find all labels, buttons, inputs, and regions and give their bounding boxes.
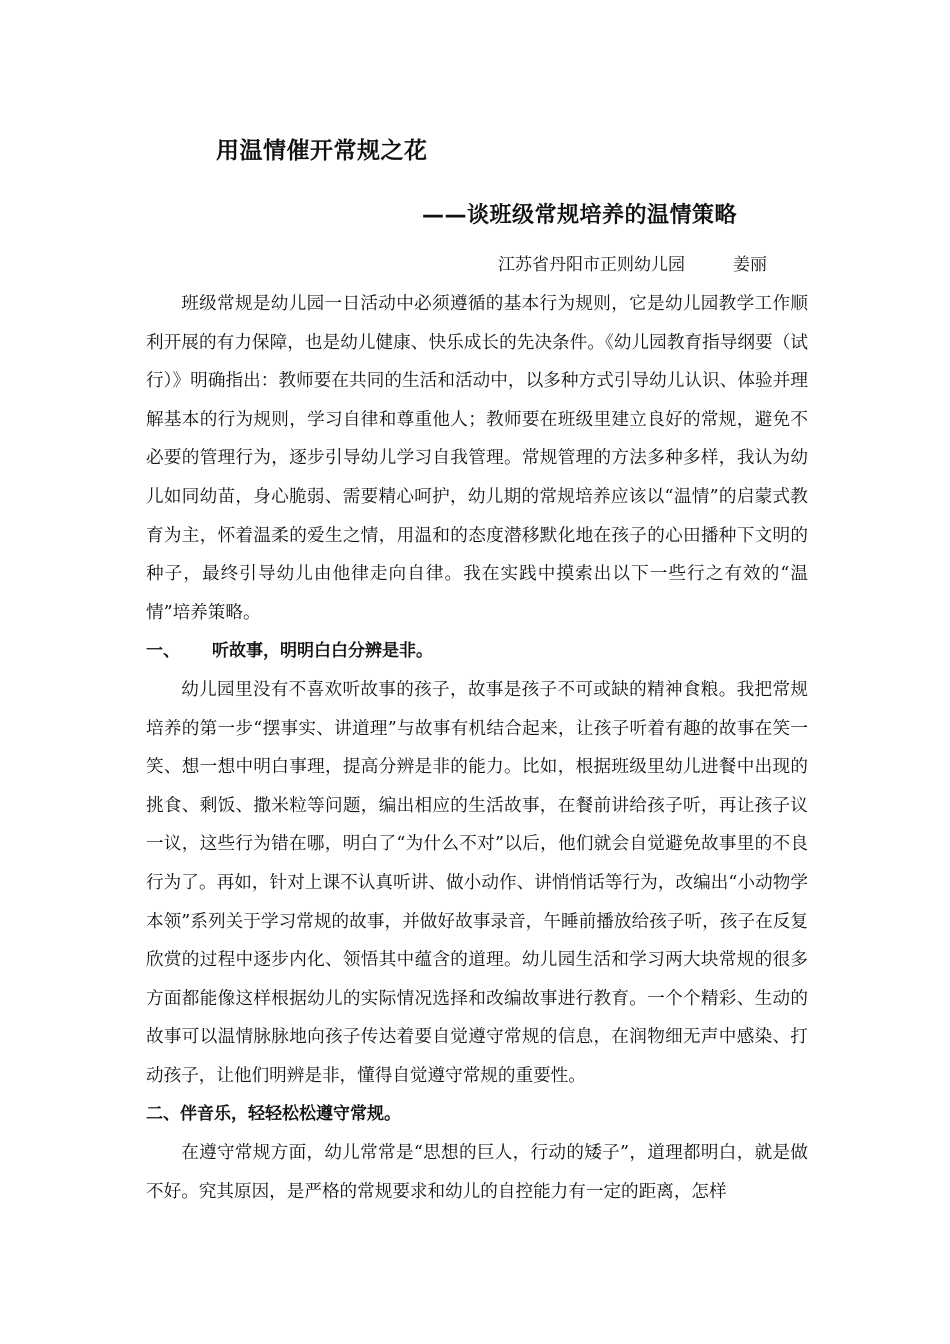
section-paragraph-2: 在遵守常规方面，幼儿常常是“思想的巨人，行动的矮子”，道理都明白，就是做不好。究其原因，是严格的常规要求和幼儿的自控能力有一定的距离，怎样	[146, 1143, 808, 1202]
section-paragraph-1: 幼儿园里没有不喜欢听故事的孩子，故事是孩子不可或缺的精神食粮。我把常规培养的第一步“摆事实、讲道理”与故事有机结合起来，让孩子听着有趣的故事在笑一笑、想一想中明白事理，提高分辨是非的能力。比如，根据班级里幼儿进餐中出现的挑食、剩饭、撒米粒等问题，编出相应的生活故事，在餐前讲给孩子听，再让孩子议一议，这些行为错在哪，明白了“为什么不对”以后，他们就会自觉避免故事里的不良行为了。再如，针对上课不认真听讲、做小动作、讲悄悄话等行为，改编出“小动物学本领”系列关于学习常规的故事，并做好故事录音，午睡前播放给孩子听，孩子在反复欣赏的过程中逐步内化、领悟其中蕴含的道理。幼儿园生活和学习两大块常规的很多方面都能像这样根据幼儿的实际情况选择和改编故事进行教育。一个个精彩、生动的故事可以温情脉脉地向孩子传达着要自觉遵守常规的信息，在润物细无声中感染、打动孩子，让他们明辨是非，懂得自觉遵守常规的重要性。	[146, 679, 808, 1086]
section-heading-2: 二、伴音乐，轻轻松松遵守常规。	[146, 1104, 401, 1125]
section-heading-1	[146, 632, 808, 671]
document-subtitle: ——谈班级常规培养的温情策略	[422, 203, 738, 228]
author-line	[498, 250, 767, 275]
section-title-1: 听故事，明明白白分辨是非。	[212, 641, 433, 662]
intro-paragraph: 班级常规是幼儿园一日活动中必须遵循的基本行为规则，它是幼儿园教学工作顺利开展的有力保障，也是幼儿健康、快乐成长的先决条件。《幼儿园教育指导纲要（试行）》明确指出：教师要在共同的生活和活动中，以多种方式引导幼儿认识、体验并理解基本的行为规则，学习自律和尊重他人；教师要在班级里建立良好的常规，避免不必要的管理行为，逐步引导幼儿学习自我管理。常规管理的方法多种多样，我认为幼儿如同幼苗，身心脆弱、需要精心呵护，幼儿期的常规培养应该以“温情”的启蒙式教育为主，怀着温柔的爱生之情，用温和的态度潜移默化地在孩子的心田播种下文明的种子，最终引导幼儿由他律走向自律。我在实践中摸索出以下一些行之有效的“温情”培养策略。	[146, 294, 808, 623]
article-body	[146, 285, 808, 1211]
document-title: 用温情催开常规之花	[216, 138, 428, 164]
section-number-1: 一、	[146, 641, 180, 662]
author-name: 姜丽	[733, 255, 767, 275]
affiliation: 江苏省丹阳市正则幼儿园	[498, 255, 685, 275]
